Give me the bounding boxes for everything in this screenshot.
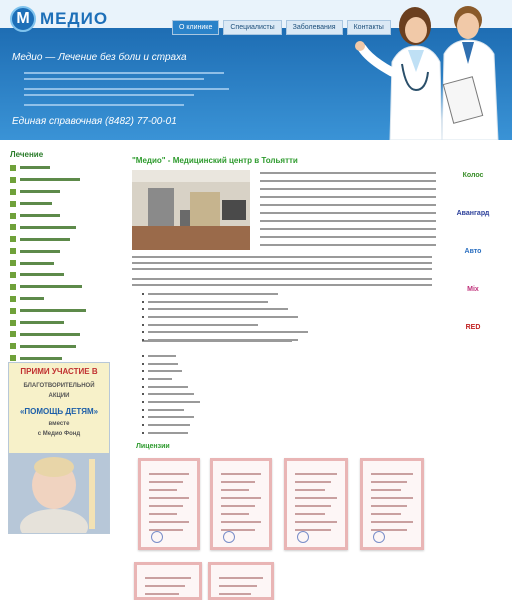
sidebar-item[interactable] bbox=[10, 340, 86, 352]
list-item-text bbox=[148, 378, 172, 380]
list-item bbox=[142, 298, 308, 306]
list-item-text bbox=[148, 424, 190, 426]
charity-line-2: БЛАГОТВОРИТЕЛЬНОЙ bbox=[23, 383, 95, 389]
text-line bbox=[260, 188, 436, 190]
header-text-line bbox=[24, 78, 204, 80]
services-list bbox=[142, 290, 308, 344]
list-item bbox=[142, 367, 200, 375]
document-text-line bbox=[221, 473, 261, 475]
document-text-line bbox=[371, 489, 401, 491]
list-item-text bbox=[148, 416, 194, 418]
bullet-icon bbox=[142, 370, 144, 372]
bullet-icon bbox=[142, 424, 144, 426]
license-document[interactable] bbox=[208, 562, 274, 600]
list-item bbox=[142, 421, 200, 429]
list-item bbox=[142, 360, 200, 368]
document-text-line bbox=[149, 489, 177, 491]
document-text-line bbox=[221, 481, 255, 483]
phone-number[interactable]: Единая справочная (8482) 77-00-01 bbox=[12, 116, 177, 127]
logo-mark-icon: M bbox=[10, 6, 36, 32]
sidebar-bullet-icon bbox=[10, 236, 16, 242]
sidebar-item-label bbox=[20, 250, 60, 253]
list-item-text bbox=[148, 324, 258, 326]
list-item-text bbox=[148, 432, 188, 434]
list-item bbox=[142, 313, 308, 321]
text-line bbox=[260, 220, 436, 222]
document-text-line bbox=[295, 473, 337, 475]
bullet-icon bbox=[142, 308, 144, 310]
text-line bbox=[260, 236, 436, 238]
list-item bbox=[142, 336, 308, 344]
list-item-text bbox=[148, 316, 298, 318]
document-text-line bbox=[295, 521, 337, 523]
sidebar-item[interactable] bbox=[10, 328, 86, 340]
sidebar-item-label bbox=[20, 321, 64, 324]
document-text-line bbox=[149, 521, 189, 523]
bullet-icon bbox=[142, 416, 144, 418]
text-line bbox=[260, 180, 436, 182]
nav-tab[interactable]: О клинике bbox=[172, 20, 219, 35]
sidebar-item[interactable] bbox=[10, 174, 86, 186]
sidebar-item-label bbox=[20, 333, 80, 336]
sidebar-bullet-icon bbox=[10, 260, 16, 266]
sidebar-title: Лечение bbox=[10, 150, 44, 159]
document-text-line bbox=[371, 497, 413, 499]
document-text-line bbox=[295, 489, 325, 491]
list-item bbox=[142, 383, 200, 391]
document-text-line bbox=[221, 489, 249, 491]
document-text-line bbox=[145, 577, 191, 579]
document-text-line bbox=[149, 513, 177, 515]
document-text-line bbox=[149, 497, 189, 499]
sidebar-item-label bbox=[20, 226, 76, 229]
list-item-text bbox=[148, 301, 268, 303]
sidebar-item-label bbox=[20, 273, 64, 276]
list-item-text bbox=[148, 393, 194, 395]
sidebar-item-label bbox=[20, 190, 60, 193]
document-text-line bbox=[145, 585, 185, 587]
document-text-line bbox=[221, 529, 255, 531]
site-logo[interactable] bbox=[10, 6, 108, 32]
bullet-icon bbox=[142, 339, 144, 341]
document-text-line bbox=[219, 593, 251, 595]
sidebar-bullet-icon bbox=[10, 201, 16, 207]
document-text-line bbox=[145, 593, 179, 595]
document-text-line bbox=[295, 513, 325, 515]
list-item bbox=[142, 414, 200, 422]
list-item-text bbox=[148, 386, 188, 388]
license-document[interactable] bbox=[134, 562, 202, 600]
sidebar-item[interactable] bbox=[10, 317, 86, 329]
document-text-line bbox=[295, 497, 337, 499]
document-text-line bbox=[149, 473, 189, 475]
document-text-line bbox=[295, 481, 331, 483]
list-item-text bbox=[148, 355, 176, 357]
text-line bbox=[260, 172, 436, 174]
sidebar-bullet-icon bbox=[10, 272, 16, 278]
stamp-icon bbox=[297, 531, 309, 543]
sidebar-bullet-icon bbox=[10, 296, 16, 302]
sidebar-item-label bbox=[20, 166, 50, 169]
sidebar-bullet-icon bbox=[10, 177, 16, 183]
list-item bbox=[142, 321, 308, 329]
sidebar-item-label bbox=[20, 309, 86, 312]
document-text-line bbox=[219, 585, 257, 587]
list-item-text bbox=[148, 339, 298, 341]
text-line bbox=[132, 284, 432, 286]
bullet-icon bbox=[142, 293, 144, 295]
document-text-line bbox=[219, 577, 263, 579]
licenses-heading: Лицензии bbox=[136, 443, 170, 450]
document-text-line bbox=[149, 529, 183, 531]
sidebar-item[interactable] bbox=[10, 269, 86, 281]
child-photo bbox=[9, 453, 109, 533]
document-text-line bbox=[221, 521, 261, 523]
header-text-line bbox=[24, 72, 224, 74]
sidebar-item-label bbox=[20, 178, 80, 181]
list-item-text bbox=[148, 331, 308, 333]
text-line bbox=[132, 278, 432, 280]
list-item bbox=[142, 390, 200, 398]
text-line bbox=[260, 196, 436, 198]
main-heading: "Медио" - Медицинский центр в Тольятти bbox=[132, 156, 298, 165]
bullet-icon bbox=[142, 331, 144, 333]
stamp-icon bbox=[151, 531, 163, 543]
license-document[interactable] bbox=[284, 458, 348, 550]
list-item bbox=[142, 406, 200, 414]
license-document[interactable] bbox=[360, 458, 424, 550]
list-item-text bbox=[148, 370, 182, 372]
bullet-icon bbox=[142, 401, 144, 403]
partner-logo[interactable]: Mix bbox=[467, 285, 479, 293]
bullet-icon bbox=[142, 316, 144, 318]
document-text-line bbox=[221, 513, 249, 515]
list-item bbox=[142, 352, 200, 360]
sidebar-item[interactable] bbox=[10, 305, 86, 317]
list-item bbox=[142, 305, 308, 313]
sidebar-item-label bbox=[20, 345, 76, 348]
sidebar-item-label bbox=[20, 297, 44, 300]
text-line bbox=[260, 204, 436, 206]
list-item bbox=[142, 328, 308, 336]
document-text-line bbox=[371, 521, 413, 523]
charity-line-1: ПРИМИ УЧАСТИЕ В bbox=[20, 367, 98, 376]
document-text-line bbox=[295, 505, 331, 507]
clinic-interior-photo bbox=[132, 170, 250, 250]
header-slogan: Медио — Лечение без боли и страха bbox=[12, 52, 187, 63]
sidebar-item[interactable] bbox=[10, 233, 86, 245]
sidebar-bullet-icon bbox=[10, 284, 16, 290]
document-text-line bbox=[371, 505, 407, 507]
sidebar-item-label bbox=[20, 202, 52, 205]
list-item bbox=[142, 398, 200, 406]
sidebar-item[interactable] bbox=[10, 245, 86, 257]
sidebar-item-label bbox=[20, 214, 60, 217]
sidebar-item[interactable] bbox=[10, 186, 86, 198]
nav-tab[interactable]: Заболевания bbox=[286, 20, 343, 35]
text-line bbox=[132, 262, 432, 264]
list-item bbox=[142, 290, 308, 298]
text-line bbox=[132, 268, 432, 270]
document-text-line bbox=[221, 505, 255, 507]
sidebar-item[interactable] bbox=[10, 210, 86, 222]
departments-list bbox=[142, 352, 200, 437]
stamp-icon bbox=[373, 531, 385, 543]
sidebar-item[interactable] bbox=[10, 293, 86, 305]
nav-tab[interactable]: Контакты bbox=[347, 20, 391, 35]
header-text-line bbox=[24, 104, 184, 106]
sidebar-item[interactable] bbox=[10, 257, 86, 269]
bullet-icon bbox=[142, 301, 144, 303]
charity-line-3: АКЦИИ bbox=[48, 393, 70, 399]
sidebar-item-label bbox=[20, 262, 54, 265]
stamp-icon bbox=[223, 531, 235, 543]
bullet-icon bbox=[142, 386, 144, 388]
sidebar-menu bbox=[10, 162, 86, 364]
bullet-icon bbox=[142, 409, 144, 411]
header-text-line bbox=[24, 94, 194, 96]
charity-banner[interactable] bbox=[8, 362, 110, 534]
sidebar-bullet-icon bbox=[10, 248, 16, 254]
sidebar-item[interactable] bbox=[10, 221, 86, 233]
sidebar-item[interactable] bbox=[10, 281, 86, 293]
list-item bbox=[142, 375, 200, 383]
charity-line-4: «ПОМОЩЬ ДЕТЯМ» bbox=[19, 407, 99, 416]
text-line bbox=[132, 256, 432, 258]
sidebar-bullet-icon bbox=[10, 165, 16, 171]
list-item-text bbox=[148, 308, 288, 310]
license-document[interactable] bbox=[210, 458, 272, 550]
sidebar-item-label bbox=[20, 238, 70, 241]
sidebar-bullet-icon bbox=[10, 189, 16, 195]
sidebar-bullet-icon bbox=[10, 355, 16, 361]
text-line bbox=[260, 244, 436, 246]
sidebar-bullet-icon bbox=[10, 308, 16, 314]
logo-text: МЕДИО bbox=[40, 9, 109, 28]
header-text-line bbox=[24, 88, 229, 90]
charity-line-6: с Медио Фонд bbox=[37, 431, 81, 437]
partner-logo[interactable]: Авто bbox=[464, 247, 482, 255]
partner-logo[interactable]: Авангард bbox=[456, 209, 490, 217]
sidebar-item[interactable] bbox=[10, 162, 86, 174]
sidebar-bullet-icon bbox=[10, 213, 16, 219]
document-text-line bbox=[371, 473, 413, 475]
doctors-image bbox=[340, 2, 508, 140]
text-line bbox=[260, 228, 436, 230]
bullet-icon bbox=[142, 432, 144, 434]
bullet-icon bbox=[142, 378, 144, 380]
sidebar-bullet-icon bbox=[10, 224, 16, 230]
bullet-icon bbox=[142, 324, 144, 326]
list-item-text bbox=[148, 409, 184, 411]
sidebar-item-label bbox=[20, 357, 62, 360]
charity-line-5: вместе bbox=[48, 421, 70, 427]
sidebar-bullet-icon bbox=[10, 343, 16, 349]
sidebar-bullet-icon bbox=[10, 320, 16, 326]
list-item-text bbox=[148, 293, 278, 295]
document-text-line bbox=[371, 481, 407, 483]
partner-logo[interactable]: Колос bbox=[462, 171, 484, 179]
document-text-line bbox=[149, 505, 183, 507]
list-item-text bbox=[148, 401, 200, 403]
document-text-line bbox=[221, 497, 261, 499]
document-text-line bbox=[149, 481, 183, 483]
partner-logo[interactable]: RED bbox=[465, 323, 481, 331]
sidebar-item[interactable] bbox=[10, 198, 86, 210]
nav-tab[interactable]: Специалисты bbox=[223, 20, 281, 35]
bullet-icon bbox=[142, 393, 144, 395]
text-line bbox=[260, 212, 436, 214]
document-text-line bbox=[371, 513, 401, 515]
sidebar-item-label bbox=[20, 285, 82, 288]
sidebar-bullet-icon bbox=[10, 331, 16, 337]
bullet-icon bbox=[142, 363, 144, 365]
list-item-text bbox=[148, 363, 178, 365]
charity-banner-text-area bbox=[9, 363, 109, 453]
list-item bbox=[142, 429, 200, 437]
bullet-icon bbox=[142, 355, 144, 357]
license-document[interactable] bbox=[138, 458, 200, 550]
